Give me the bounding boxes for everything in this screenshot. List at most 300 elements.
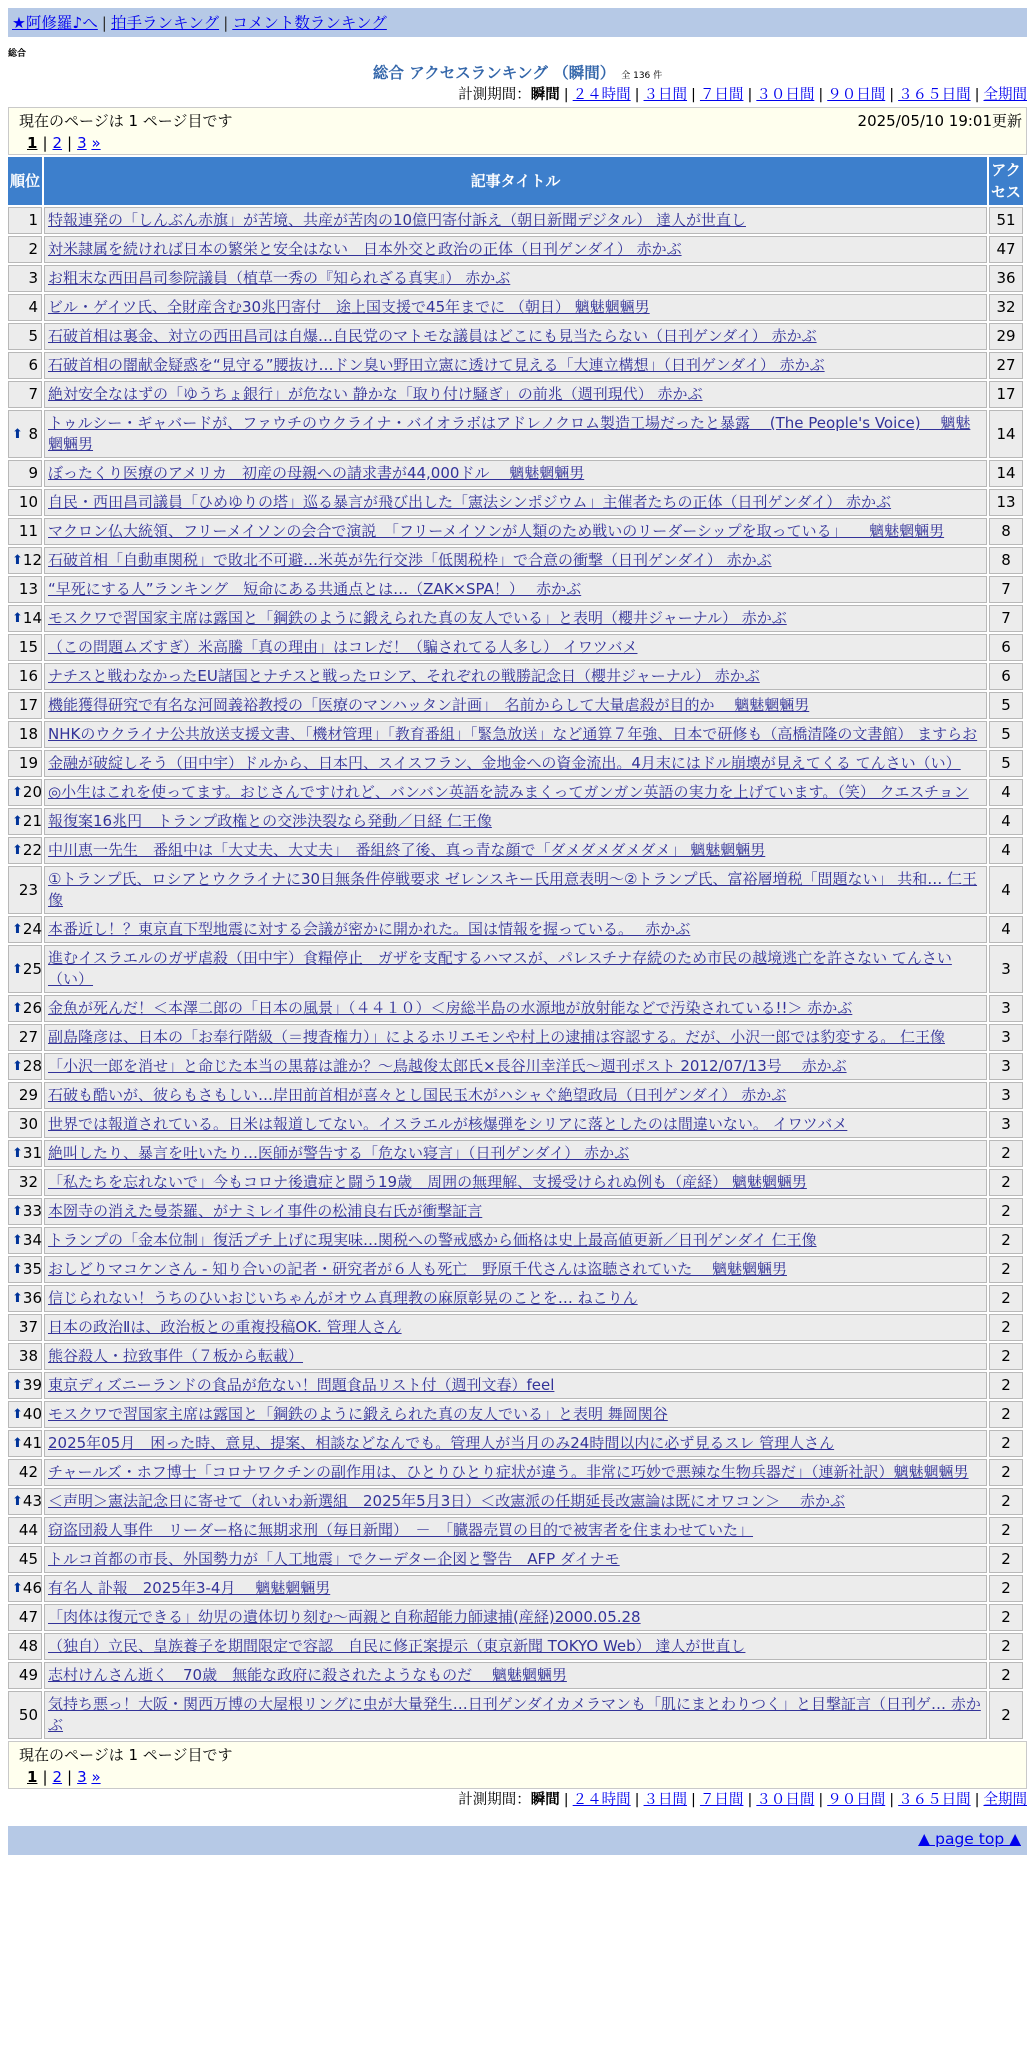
access-count: 8 — [989, 518, 1023, 545]
period-label: 計測期間： — [458, 1792, 531, 1808]
period-separator: | — [563, 1792, 569, 1808]
title-cell — [44, 1401, 987, 1428]
title-cell — [44, 995, 987, 1022]
access-count: 29 — [989, 323, 1023, 350]
access-count: 2 — [989, 1575, 1023, 1602]
table-row — [8, 1256, 1023, 1283]
access-count: 17 — [989, 381, 1023, 408]
title-cell — [44, 1314, 987, 1341]
rank-cell — [8, 1546, 42, 1573]
period-separator: | — [747, 87, 753, 103]
access-count: 2 — [989, 1662, 1023, 1689]
article-link[interactable]: チャールズ・ホフ博士「コロナワクチンの副作用は、ひとりひとり症状が違う。非常に巧妙で悪辣な生物兵器だ」（連新社訳）魑魅魍魎男 — [48, 1463, 969, 1481]
rank-number: 24 — [22, 920, 42, 938]
title-cell — [44, 1198, 987, 1225]
table-row — [8, 1546, 1023, 1573]
rank-cell — [8, 207, 42, 234]
rank-cell — [8, 1633, 42, 1660]
title-cell — [44, 1546, 987, 1573]
title-cell — [44, 1082, 987, 1109]
rank-cell — [8, 410, 42, 458]
period-option[interactable]: ３日間 — [643, 87, 688, 103]
article-link[interactable]: ぼったくり医療のアメリカ 初産の母親への請求書が44,000ドル 魑魅魍魎男 — [48, 464, 585, 482]
footer-bar — [8, 1826, 1027, 1855]
title-cell — [44, 1459, 987, 1486]
title-cell — [44, 352, 987, 379]
period-option[interactable]: ３６５日間 — [898, 87, 971, 103]
article-link[interactable]: 絶叫したり、暴言を吐いたり…医師が警告する「危ない寝言」（日刊ゲンダイ） 赤かぶ — [48, 1144, 630, 1162]
article-link[interactable]: 志村けんさん逝く 70歳 無能な政府に殺されたようなものだ 魑魅魍魎男 — [48, 1666, 567, 1684]
article-link[interactable]: ◎小生はこれを使ってます。おじさんですけれど、バンバン英語を読みまくってガンガン英語の実力を上げています。（笑） クエスチョン — [48, 783, 969, 801]
rank-cell — [8, 1198, 42, 1225]
rank-number: 43 — [22, 1492, 42, 1510]
access-count: 2 — [989, 1604, 1023, 1631]
rank-number: 44 — [18, 1521, 38, 1539]
title-cell — [44, 410, 987, 458]
rank-up-arrow-icon: ⬆ — [12, 922, 23, 937]
title-header: 記事タイトル — [44, 157, 987, 205]
ranking-body — [8, 207, 1023, 1739]
pagination — [19, 132, 1022, 154]
access-count: 4 — [989, 837, 1023, 864]
article-link[interactable]: （独自）立民、皇族養子を期間限定で容認 自民に修正案提示（東京新聞 TOKYO Web） 達人が世直し — [48, 1637, 746, 1655]
rank-up-arrow-icon: ⬆ — [12, 426, 23, 442]
page-next-link[interactable]: » — [91, 1768, 101, 1786]
rank-cell — [8, 518, 42, 545]
rank-up-arrow-icon: ⬆ — [12, 1059, 23, 1074]
rank-header: 順位 — [8, 157, 42, 205]
title-cell — [44, 1053, 987, 1080]
period-option[interactable]: ３日間 — [643, 1792, 688, 1808]
rank-cell — [8, 605, 42, 632]
article-link[interactable]: 金魚が死んだ！＜本澤二郎の「日本の風景」（４４１０）＜房総半島の水源地が放射能などで汚染されている!!＞ 赤かぶ — [48, 999, 853, 1017]
title-cell — [44, 916, 987, 943]
rank-number: 20 — [22, 783, 42, 801]
rank-number: 11 — [18, 522, 38, 540]
rank-up-arrow-icon: ⬆ — [12, 1001, 23, 1016]
table-row — [8, 1401, 1023, 1428]
rank-up-arrow-icon: ⬆ — [12, 1436, 23, 1451]
access-count: 6 — [989, 663, 1023, 690]
period-option[interactable]: ９０日間 — [827, 87, 886, 103]
article-link[interactable]: “早死にする人”ランキング 短命にある共通点とは…（ZAK×SPA！） 赤かぶ — [48, 580, 582, 598]
rank-up-arrow-icon: ⬆ — [12, 1146, 23, 1161]
rank-cell — [8, 916, 42, 943]
title-cell — [44, 323, 987, 350]
rank-number: 5 — [28, 327, 38, 345]
article-link[interactable]: 本番近し！？東京直下型地震に対する会議が密かに開かれた。国は情報を握っている。 赤かぶ — [48, 920, 691, 938]
article-link[interactable]: マクロン仏大統領、フリーメイソンの会合で演説 「フリーメイソンが人類のため戦いのリーダーシップを取っている」 魑魅魍魎男 — [48, 522, 945, 540]
rank-up-arrow-icon: ⬆ — [12, 1494, 23, 1509]
table-row — [8, 1604, 1023, 1631]
article-link[interactable]: トゥルシー・ギャバードが、ファウチのウクライナ・バイオラボはアドレノクロム製造工場だったと暴露 (The People's Voice) 魑魅魍魎男 — [48, 414, 971, 453]
table-row — [8, 750, 1023, 777]
rank-cell — [8, 1082, 42, 1109]
article-link[interactable]: 2025年05月 困った時、意見、提案、相談などなんでも。管理人が当月のみ24時間以内に必ず見るスレ 管理人さん — [48, 1434, 835, 1452]
period-option[interactable]: ３６５日間 — [898, 1792, 971, 1808]
article-link[interactable]: 金融が破綻しそう（田中宇）ドルから、日本円、スイスフラン、金地金への資金流出。4月末にはドル崩壊が見えてくる てんさい（い） — [48, 754, 961, 772]
article-link[interactable]: 副島隆彦は、日本の「お奉行階級（＝捜査権力）」によるホリエモンや村上の逮捕は容認する。だが、小沢一郎では豹変する。 仁王像 — [48, 1028, 945, 1046]
access-count: 36 — [989, 265, 1023, 292]
period-option[interactable]: ９０日間 — [827, 1792, 886, 1808]
period-separator: | — [889, 87, 895, 103]
access-count: 2 — [989, 1256, 1023, 1283]
rank-number: 35 — [22, 1260, 42, 1278]
rank-number: 32 — [18, 1173, 38, 1191]
title-cell — [44, 779, 987, 806]
article-link[interactable]: NHKのウクライナ公共放送支援文書、「機材管理」「教育番組」「緊急放送」など通算７年強、日本で研修も（高橋清隆の文書館） ますらお — [48, 725, 978, 743]
article-link[interactable]: （この問題ムズすぎ）米高騰「真の理由」はコレだ！（騙されてる人多し） イワツバメ — [48, 638, 638, 656]
rank-up-arrow-icon: ⬆ — [12, 814, 23, 829]
rank-cell — [8, 1662, 42, 1689]
title-cell — [44, 634, 987, 661]
title-cell — [44, 1372, 987, 1399]
title-cell — [44, 236, 987, 263]
period-label: 計測期間： — [458, 87, 531, 103]
access-count: 2 — [989, 1314, 1023, 1341]
rank-cell — [8, 576, 42, 603]
period-separator: | — [818, 87, 824, 103]
table-row — [8, 721, 1023, 748]
title-cell — [44, 750, 987, 777]
rank-cell — [8, 294, 42, 321]
rank-cell — [8, 381, 42, 408]
period-option[interactable]: ２４時間 — [572, 87, 631, 103]
table-row — [8, 1430, 1023, 1457]
rank-number: 26 — [22, 999, 42, 1017]
rank-up-arrow-icon: ⬆ — [12, 843, 23, 858]
access-count: 2 — [989, 1343, 1023, 1370]
access-count: 3 — [989, 1082, 1023, 1109]
rank-number: 23 — [18, 880, 38, 899]
rank-up-arrow-icon: ⬆ — [12, 553, 23, 568]
ranking-table — [6, 155, 1025, 1741]
home-link[interactable]: ★阿修羅♪へ — [12, 14, 98, 32]
access-count: 14 — [989, 460, 1023, 487]
title-cell — [44, 294, 987, 321]
rank-number: 49 — [18, 1666, 38, 1684]
article-link[interactable]: 絶対安全なはずの「ゆうちょ銀行」が危ない 静かな「取り付け騒ぎ」の前兆（週刊現代） 赤かぶ — [48, 385, 703, 403]
table-row — [8, 1691, 1023, 1739]
rank-number: 38 — [18, 1347, 38, 1365]
table-row — [8, 1285, 1023, 1312]
access-count: 51 — [989, 207, 1023, 234]
article-link[interactable]: 本圀寺の消えた曼荼羅、がナミレイ事件の松浦良右氏が衝撃証言 — [48, 1202, 483, 1220]
rank-number: 27 — [18, 1028, 38, 1046]
rank-number: 31 — [22, 1144, 42, 1162]
rank-number: 9 — [28, 464, 38, 482]
rank-cell — [8, 1343, 42, 1370]
access-count: 2 — [989, 1401, 1023, 1428]
title-cell — [44, 1024, 987, 1051]
period-option[interactable]: 全期間 — [983, 1792, 1027, 1808]
table-row — [8, 605, 1023, 632]
title-cell — [44, 576, 987, 603]
rank-cell — [8, 1285, 42, 1312]
article-link[interactable]: ナチスと戦わなかったEU諸国とナチスと戦ったロシア、それぞれの戦勝記念日（櫻井ジャーナル） 赤かぶ — [48, 667, 760, 685]
breadcrumb: 総合 — [8, 49, 27, 59]
title-cell — [44, 381, 987, 408]
table-row — [8, 692, 1023, 719]
rank-number: 17 — [18, 696, 38, 714]
table-row — [8, 1459, 1023, 1486]
table-row — [8, 1111, 1023, 1138]
page-status: 現在のページは 1 ページ目です — [19, 112, 233, 130]
access-count: 2 — [989, 1633, 1023, 1660]
article-link[interactable]: おしどりマコケンさん - 知り合いの記者・研究者が６人も死亡 野原千代さんは盗聴されていた 魑魅魍魎男 — [48, 1260, 787, 1278]
rank-cell — [8, 1140, 42, 1167]
page-current: 1 — [27, 1768, 38, 1786]
access-count: 2 — [989, 1430, 1023, 1457]
access-count: 14 — [989, 410, 1023, 458]
table-row — [8, 1488, 1023, 1515]
period-separator: | — [747, 1792, 753, 1808]
article-link[interactable]: 対米隷属を続ければ日本の繁栄と安全はない 日本外交と政治の正体（日刊ゲンダイ） 赤かぶ — [48, 240, 682, 258]
title-cell — [44, 547, 987, 574]
rank-number: 15 — [18, 638, 38, 656]
article-link[interactable]: モスクワで習国家主席は露国と「鋼鉄のように鍛えられた真の友人でいる」と表明 舞岡関谷 — [48, 1405, 668, 1423]
rank-number: 16 — [18, 667, 38, 685]
access-count: 5 — [989, 692, 1023, 719]
article-link[interactable]: 石破も酷いが、彼らもさもしい…岸田前首相が喜々とし国民玉木がハシャぐ絶望政局（日刊ゲンダイ） 赤かぶ — [48, 1086, 787, 1104]
period-option[interactable]: ３０日間 — [756, 1792, 815, 1808]
page-separator: | — [42, 134, 48, 152]
table-row — [8, 866, 1023, 914]
rank-cell — [8, 489, 42, 516]
rank-number: 34 — [22, 1231, 42, 1249]
rank-cell — [8, 995, 42, 1022]
rank-number: 37 — [18, 1318, 38, 1336]
article-link[interactable]: 「肉体は復元できる」幼児の遺体切り刻む～両親と自称超能力師逮捕(産経)2000.05.28 — [48, 1608, 641, 1626]
access-count: 8 — [989, 547, 1023, 574]
access-count: 3 — [989, 945, 1023, 993]
rank-cell — [8, 1256, 42, 1283]
rank-cell — [8, 945, 42, 993]
table-row — [8, 995, 1023, 1022]
title-cell — [44, 837, 987, 864]
title-cell — [44, 663, 987, 690]
access-count: 27 — [989, 352, 1023, 379]
rank-number: 1 — [28, 211, 38, 229]
title-cell — [44, 265, 987, 292]
access-count: 2 — [989, 1517, 1023, 1544]
article-link[interactable]: モスクワで習国家主席は露国と「鋼鉄のように鍛えられた真の友人でいる」と表明（櫻井ジャーナル） 赤かぶ — [48, 609, 787, 627]
rank-number: 29 — [18, 1086, 38, 1104]
ranking-header — [8, 62, 1027, 84]
page-title: 総合 アクセスランキング （瞬間） — [372, 64, 616, 82]
access-count: 3 — [989, 1024, 1023, 1051]
nav-separator: | — [223, 14, 229, 32]
table-row — [8, 808, 1023, 835]
page-separator: | — [42, 1768, 48, 1786]
rank-number: 46 — [22, 1579, 42, 1597]
rank-number: 14 — [22, 609, 42, 627]
article-link[interactable]: 「私たちを忘れないで」今もコロナ後遺症と闘う19歳 周囲の無理解、支援受けられぬ例も（産経） 魑魅魍魎男 — [48, 1173, 807, 1191]
title-cell — [44, 1488, 987, 1515]
table-row — [8, 547, 1023, 574]
article-link[interactable]: 世界では報道されている。日米は報道してない。イスラエルが核爆弾をシリアに落としたのは間違いない。 イワツバメ — [48, 1115, 848, 1133]
rank-up-arrow-icon: ⬆ — [12, 1262, 23, 1277]
table-row — [8, 1140, 1023, 1167]
rank-number: 12 — [22, 551, 42, 569]
title-cell — [44, 518, 987, 545]
article-link[interactable]: トランプの「金本位制」復活プチ上げに現実味…関税への警戒感から価格は史上最高値更新／日刊ゲンダイ 仁王像 — [48, 1231, 817, 1249]
title-cell — [44, 945, 987, 993]
access-count: 4 — [989, 808, 1023, 835]
period-option[interactable]: 全期間 — [983, 87, 1027, 103]
rank-cell — [8, 1691, 42, 1739]
rank-number: 41 — [22, 1434, 42, 1452]
rank-up-arrow-icon: ⬆ — [12, 785, 23, 800]
access-count: 3 — [989, 1111, 1023, 1138]
article-link[interactable]: 熊谷殺人・拉致事件（７板から転載） — [48, 1347, 304, 1365]
access-count: 4 — [989, 779, 1023, 806]
access-count: 7 — [989, 576, 1023, 603]
rank-number: 10 — [18, 493, 38, 511]
access-count: 4 — [989, 866, 1023, 914]
access-count: 5 — [989, 750, 1023, 777]
pager-box-bottom — [8, 1741, 1027, 1789]
article-link[interactable]: 有名人 訃報 2025年3-4月 魑魅魍魎男 — [48, 1579, 331, 1597]
article-link[interactable]: 機能獲得研究で有名な河岡義裕教授の「医療のマンハッタン計画」 名前からして大量虐殺が目的か 魑魅魍魎男 — [48, 696, 810, 714]
rank-up-arrow-icon: ⬆ — [12, 1581, 23, 1596]
table-row — [8, 1314, 1023, 1341]
table-row — [8, 1343, 1023, 1370]
page-next-link[interactable]: » — [91, 134, 101, 152]
pagination-bottom — [19, 1766, 1022, 1788]
rank-number: 33 — [22, 1202, 42, 1220]
rank-up-arrow-icon: ⬆ — [12, 1204, 23, 1219]
nav-separator: | — [101, 14, 108, 32]
rank-cell — [8, 692, 42, 719]
rank-number: 19 — [18, 754, 38, 772]
rank-cell — [8, 663, 42, 690]
page-current: 1 — [27, 134, 38, 152]
article-link[interactable]: 「小沢一郎を消せ」と命じた本当の黒幕は誰か？～鳥越俊太郎氏×長谷川幸洋氏～週刊ポスト 2012/07/13号 赤かぶ — [48, 1057, 847, 1075]
period-separator: | — [634, 87, 640, 103]
table-row — [8, 1198, 1023, 1225]
access-count: 2 — [989, 1488, 1023, 1515]
article-link[interactable]: ①トランプ氏、ロシアとウクライナに30日無条件停戦要求 ゼレンスキー氏用意表明～②トランプ氏、富裕層増税「問題ない」 共和… 仁王像 — [48, 870, 978, 909]
article-link[interactable]: 石破首相は裏金、対立の西田昌司は自爆…自民党のマトモな議員はどこにも見当たらない（日刊ゲンダイ） 赤かぶ — [48, 327, 817, 345]
rank-number: 18 — [18, 725, 38, 743]
rank-number: 8 — [28, 424, 38, 443]
rank-up-arrow-icon: ⬆ — [12, 611, 23, 626]
rank-up-arrow-icon: ⬆ — [12, 1291, 23, 1306]
period-separator: | — [974, 1792, 980, 1808]
period-option[interactable]: ７日間 — [699, 87, 744, 103]
title-cell — [44, 1256, 987, 1283]
rank-cell — [8, 547, 42, 574]
period-separator: | — [974, 87, 980, 103]
article-link[interactable]: 進むイスラエルのガザ虐殺（田中宇）食糧停止 ガザを支配するハマスが、パレスチナ存続のため市民の越境逃亡を許さない てんさい（い） — [48, 949, 952, 988]
table-row — [8, 1082, 1023, 1109]
period-option[interactable]: ７日間 — [699, 1792, 744, 1808]
rank-cell — [8, 866, 42, 914]
article-link[interactable]: ビル・ゲイツ氏、全財産含む30兆円寄付 途上国支援で45年までに （朝日） 魑魅魍魎男 — [48, 298, 650, 316]
rank-cell — [8, 1517, 42, 1544]
period-separator: | — [691, 87, 696, 103]
access-count: 2 — [989, 1459, 1023, 1486]
article-link[interactable]: 東京ディズニーランドの食品が危ない！問題食品リスト付（週刊文春）feel — [48, 1376, 555, 1394]
rank-cell — [8, 1575, 42, 1602]
table-row — [8, 779, 1023, 806]
article-link[interactable]: 気持ち悪っ！大阪・関西万博の大屋根リングに虫が大量発生…日刊ゲンダイカメラマンも「肌にまとわりつく」と目撃証言（日刊ゲ… 赤かぶ — [48, 1695, 981, 1734]
period-option[interactable]: ３０日間 — [756, 87, 815, 103]
article-link[interactable]: 日本の政治Ⅱは、政治板との重複投稿OK. 管理人さん — [48, 1318, 402, 1336]
title-cell — [44, 1662, 987, 1689]
rank-cell — [8, 779, 42, 806]
access-count: 3 — [989, 995, 1023, 1022]
access-count: 13 — [989, 489, 1023, 516]
access-count: 47 — [989, 236, 1023, 263]
article-link[interactable]: 報復案16兆円 トランプ政権との交渉決裂なら発動／日経 仁王像 — [48, 812, 492, 830]
table-row — [8, 837, 1023, 864]
page-link[interactable]: 3 — [77, 1768, 87, 1786]
access-count: 2 — [989, 1198, 1023, 1225]
rank-number: 7 — [28, 385, 38, 403]
rank-cell — [8, 1430, 42, 1457]
rank-cell — [8, 750, 42, 777]
rank-cell — [8, 236, 42, 263]
period-option[interactable]: ２４時間 — [572, 1792, 631, 1808]
title-cell — [44, 1604, 987, 1631]
rank-number: 45 — [18, 1550, 38, 1568]
page-top-link[interactable]: ▲ page top ▲ — [918, 1830, 1021, 1848]
rank-number: 6 — [28, 356, 38, 374]
clap-ranking-link[interactable]: 拍手ランキング — [111, 14, 220, 32]
title-cell — [44, 866, 987, 914]
article-link[interactable]: トルコ首都の市長、外国勢力が「人工地震」でクーデター企図と警告 AFP ダイナモ — [48, 1550, 620, 1568]
article-link[interactable]: お粗末な西田昌司参院議員（植草一秀の『知られざる真実』） 赤かぶ — [48, 269, 511, 287]
page-link[interactable]: 2 — [52, 134, 63, 152]
rank-up-arrow-icon: ⬆ — [12, 1378, 23, 1393]
title-cell — [44, 1140, 987, 1167]
page-link[interactable]: 3 — [77, 134, 87, 152]
article-link[interactable]: 石破首相の闇献金疑惑を“見守る”腰抜け…ドン臭い野田立憲に透けて見える「大連立構想」（日刊ゲンダイ） 赤かぶ — [48, 356, 825, 374]
article-link[interactable]: 窃盗団殺人事件 リーダー格に無期求刑（毎日新聞） － 「臓器売買の目的で被害者を住まわせていた」 — [48, 1521, 754, 1539]
rank-number: 40 — [22, 1405, 42, 1423]
article-link[interactable]: ＜声明＞憲法記念日に寄せて（れいわ新選組 2025年5月3日）＜改憲派の任期延長改憲論は既にオワコン＞ 赤かぶ — [48, 1492, 846, 1510]
page-link[interactable]: 2 — [52, 1768, 63, 1786]
article-link[interactable]: 特報連発の「しんぶん赤旗」が苦境、共産が苦肉の10億円寄付訴え（朝日新聞デジタル） 達人が世直し — [48, 211, 746, 229]
period-selector-bottom — [8, 1789, 1027, 1812]
title-cell — [44, 808, 987, 835]
article-link[interactable]: 自民・西田昌司議員「ひめゆりの塔」巡る暴言が飛び出した「憲法シンポジウム」主催者たちの正体（日刊ゲンダイ） 赤かぶ — [48, 493, 892, 511]
rank-number: 48 — [18, 1637, 38, 1655]
title-cell — [44, 1285, 987, 1312]
access-header: アクセス — [989, 157, 1023, 205]
access-count: 2 — [989, 1140, 1023, 1167]
rank-cell — [8, 721, 42, 748]
top-nav — [8, 8, 1027, 37]
table-row — [8, 1633, 1023, 1660]
article-link[interactable]: 信じられない！うちのひいおじいちゃんがオウム真理教の麻原彰晃のことを… ねこりん — [48, 1289, 638, 1307]
access-count: 3 — [989, 1053, 1023, 1080]
title-cell — [44, 1575, 987, 1602]
title-cell — [44, 721, 987, 748]
page-separator: | — [67, 134, 73, 152]
table-row — [8, 352, 1023, 379]
title-cell — [44, 605, 987, 632]
access-count: 6 — [989, 634, 1023, 661]
comment-ranking-link[interactable]: コメント数ランキング — [232, 14, 387, 32]
table-row — [8, 1227, 1023, 1254]
access-count: 2 — [989, 1169, 1023, 1196]
article-link[interactable]: 石破首相「自動車関税」で敗北不可避…米英が先行交渉「低関税枠」で合意の衝撃（日刊ゲンダイ） 赤かぶ — [48, 551, 772, 569]
article-link[interactable]: 中川恵一先生 番組中は「大丈夫、大丈夫」 番組終了後、真っ青な顔で「ダメダメダメダメ」 魑魅魍魎男 — [48, 841, 766, 859]
rank-number: 25 — [22, 959, 42, 978]
